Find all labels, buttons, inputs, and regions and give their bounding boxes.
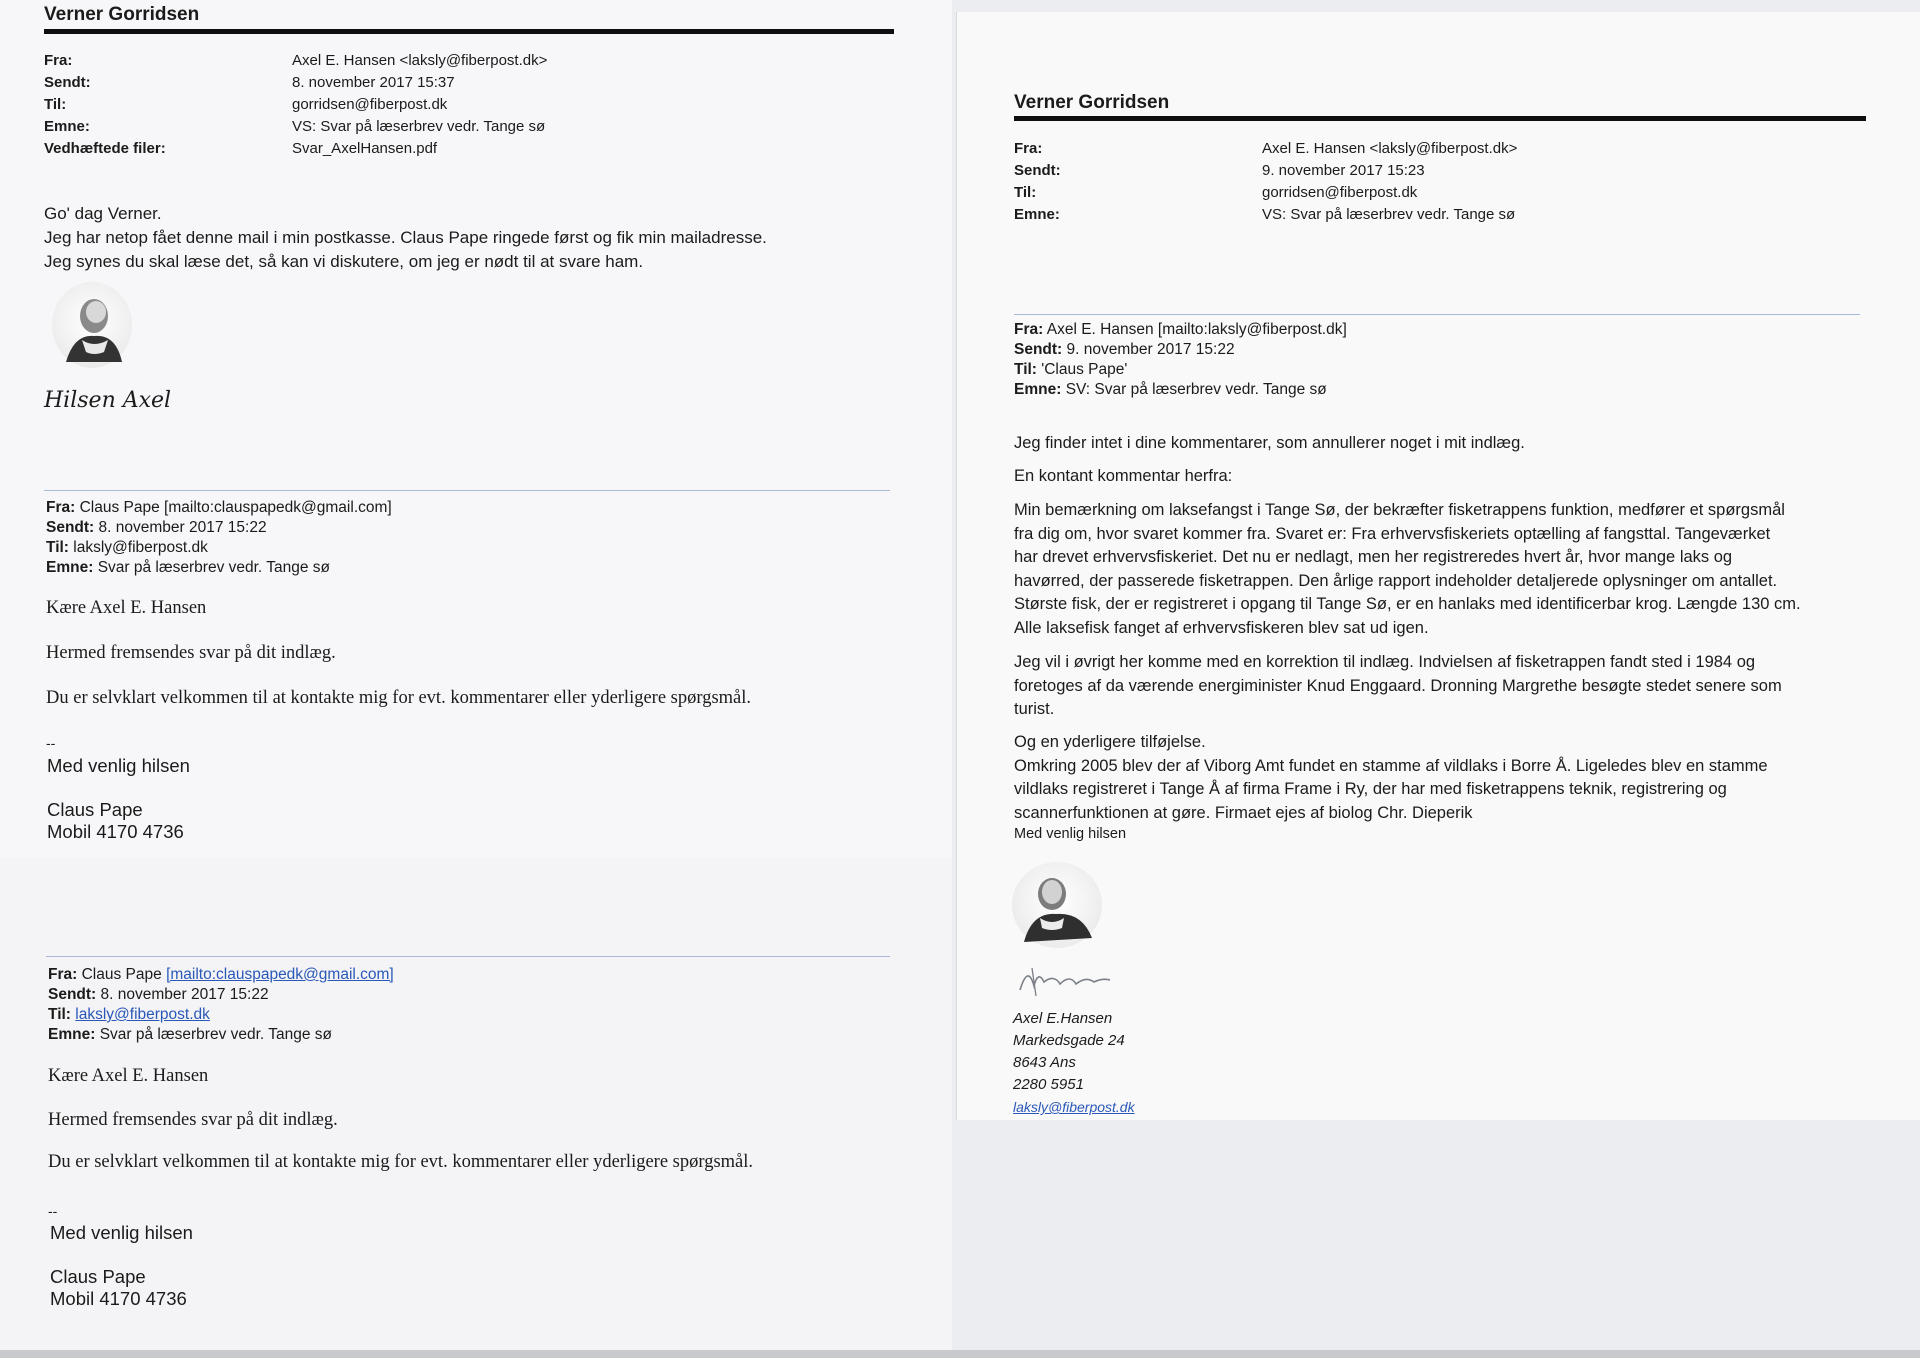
left-meta-labels [44,50,284,160]
paragraph-line: Omkring 2005 blev der af Viborg Amt fundet en stamme af vildlaks i Borre Å. Ligeledes blev en stamme [1014,756,1768,775]
paragraph-line: scannerfunktionen at gøre. Firmaet ejes af biolog Chr. Dieperik [1014,803,1473,822]
fwd-emne-label: Emne: [48,1026,96,1043]
reply-korrektion-paragraph [1014,651,1894,722]
email-link[interactable]: laksly@fiberpost.dk [75,1006,210,1023]
meta-value-til: gorridsen@fiberpost.dk [292,96,448,113]
reply-closing: Med venlig hilsen [1014,826,1127,842]
letter-salutation: Kære Axel E. Hansen [46,598,207,618]
meta-value-fra: Axel E. Hansen <laksly@fiberpost.dk> [1262,140,1518,157]
left-header-rule [44,29,894,34]
reply-tilfoejelse-paragraph [1014,731,1894,825]
handwritten-signature: Hilsen Axel [44,388,172,413]
fwd-separator [46,956,890,957]
fwd-sendt-value: 8. november 2017 15:22 [98,519,267,536]
paragraph-line: har drevet erhvervsfiskeriet. Det nu er nedlagt, men her registreredes hvert år, hvor mange laks og [1014,548,1733,566]
meta-label-sendt: Sendt: [1014,162,1061,179]
reply-main-paragraph [1014,499,1894,640]
left-meta-values [292,50,892,160]
meta-label-til: Til: [1014,184,1037,201]
paragraph-line: turist. [1014,700,1055,718]
person-icon [52,282,132,368]
fwd-til-label: Til: [46,539,69,556]
paragraph-line: havørred, der passerede fisketrappen. Den årlige rapport indeholder detaljerede oplysninger om antallet. [1014,571,1778,590]
portrait-photo [52,282,132,368]
fwd-separator [44,490,890,491]
meta-value-sendt: 8. november 2017 15:37 [292,74,455,91]
right-fwd-header [1014,320,1874,400]
sig-phone: Mobil 4170 4736 [50,1288,187,1309]
paragraph-line: foretoges af da værende energiminister Knud Enggaard. Dronning Margrethe besøgte stedet senere som [1014,676,1782,695]
paragraph-line: Største fisk, der er registreret i opgang til Tange Sø, er en hanlaks med identificerbar krog. Længde 130 cm. [1014,595,1801,613]
fwd-header-1 [46,498,906,578]
fwd-separator [1014,314,1860,315]
paragraph-line: Alle laksefisk fanget af erhvervsfiskeren blev sat ud igen. [1014,618,1429,637]
body-line: Jeg har netop fået denne mail i min postkasse. Claus Pape ringede først og fik min mailadresse. [44,228,767,247]
paragraph-line: Og en yderligere tilføjelse. [1014,733,1206,751]
letter-paragraph: Hermed fremsendes svar på dit indlæg. [48,1110,338,1130]
sig-street: Markedsgade 24 [1013,1032,1125,1049]
right-header-name: Verner Gorridsen [1014,92,1170,113]
meta-label-emne: Emne: [1014,206,1060,223]
email-link[interactable]: laksly@fiberpost.dk [1013,1099,1135,1115]
paragraph-line: Min bemærkning om laksefangst i Tange Sø, der bekræfter fisketrappens funktion, medfører et spørgsmål [1014,501,1785,519]
reply-intro: Jeg finder intet i dine kommentarer, som annullerer noget i mit indlæg. [1014,434,1525,452]
fwd-til-value: 'Claus Pape' [1041,361,1128,378]
fwd-fra-value: Claus Pape [mailto:clauspapedk@gmail.com] [79,499,392,516]
meta-value-fra: Axel E. Hansen <laksly@fiberpost.dk> [292,52,548,69]
letter-paragraph: Du er selvklart velkommen til at kontakte mig for evt. kommentarer eller yderligere spørgsmål. [46,688,752,708]
reply-kontant: En kontant kommentar herfra: [1014,467,1233,485]
fwd-fra-label: Fra: [1014,321,1044,338]
sig-name: Axel E.Hansen [1013,1010,1113,1027]
letter-salutation: Kære Axel E. Hansen [48,1066,209,1086]
meta-value-sendt: 9. november 2017 15:23 [1262,162,1425,179]
portrait-photo [1012,862,1102,948]
sig-phone: 2280 5951 [1013,1076,1084,1093]
fwd-sendt-label: Sendt: [1014,341,1063,358]
meta-value-til: gorridsen@fiberpost.dk [1262,184,1418,201]
letter-paragraph: Hermed fremsendes svar på dit indlæg. [46,643,336,663]
sig-dashes: -- [46,735,56,751]
meta-label-emne: Emne: [44,118,90,135]
fwd-header-2 [48,965,908,1045]
letter-paragraph: Du er selvklart velkommen til at kontakte mig for evt. kommentarer eller yderligere spørgsmål. [48,1152,754,1172]
greeting: Go' dag Verner. [44,204,162,223]
fwd-fra-label: Fra: [46,499,76,516]
fwd-fra-value: Axel E. Hansen [mailto:laksly@fiberpost.dk] [1046,321,1347,338]
sig-name: Claus Pape [50,1266,146,1287]
left-message-body [44,202,924,274]
fwd-til-value: laksly@fiberpost.dk [73,539,208,556]
right-meta-labels [1014,138,1234,226]
fwd-sendt-value: 8. november 2017 15:22 [100,986,269,1003]
meta-value-attachment: Svar_AxelHansen.pdf [292,140,438,157]
fwd-til-label: Til: [48,1006,71,1023]
meta-label-fra: Fra: [1014,140,1043,157]
fwd-fra-name: Claus Pape [81,966,167,983]
left-header-name: Verner Gorridsen [44,4,200,25]
fwd-emne-label: Emne: [46,559,94,576]
sig-city: 8643 Ans [1013,1054,1076,1071]
fwd-til-label: Til: [1014,361,1037,378]
sender-address [1013,1008,1135,1118]
paragraph-line: fra dig om, hvor svaret kommer fra. Svaret er: Fra erhvervsfiskeriets optælling af fangsttal. Tangeværket [1014,524,1771,543]
sig-closing: Med venlig hilsen [47,755,190,776]
meta-value-emne: VS: Svar på læserbrev vedr. Tange sø [1262,206,1516,223]
sig-phone: Mobil 4170 4736 [47,821,184,842]
fwd-fra-label: Fra: [48,966,78,983]
right-meta-values [1262,138,1862,226]
meta-label-vedhaeftede: Vedhæftede filer: [44,140,166,157]
meta-label-sendt: Sendt: [44,74,91,91]
right-header-rule [1014,116,1866,121]
fwd-sendt-label: Sendt: [48,986,97,1003]
sig-dashes: -- [48,1203,58,1219]
paragraph-line: Jeg vil i øvrigt her komme med en korrektion til indlæg. Indvielsen af fisketrappen fandt sted i 1984 og [1014,653,1756,671]
fwd-emne-value: SV: Svar på læserbrev vedr. Tange sø [1065,381,1327,398]
fwd-emne-value: Svar på læserbrev vedr. Tange sø [99,1026,333,1043]
fwd-sendt-value: 9. november 2017 15:22 [1066,341,1235,358]
sig-name: Claus Pape [47,799,143,820]
meta-label-fra: Fra: [44,52,73,69]
meta-label-til: Til: [44,96,67,113]
fwd-sendt-label: Sendt: [46,519,95,536]
fwd-emne-label: Emne: [1014,381,1062,398]
person-icon [1012,862,1102,948]
sig-closing: Med venlig hilsen [50,1222,193,1243]
meta-value-emne: VS: Svar på læserbrev vedr. Tange sø [292,118,546,135]
handwritten-signature [1014,960,1114,1000]
fwd-emne-value: Svar på læserbrev vedr. Tange sø [97,559,331,576]
paragraph-line: vildlaks registreret i Tange Å af firma Frame i Ry, der har med fisketrappens teknik, registrering og [1014,780,1727,798]
body-line: Jeg synes du skal læse det, så kan vi diskutere, om jeg er nødt til at svare ham. [44,252,644,271]
scan-edge [0,1350,1920,1358]
mailto-link[interactable]: [mailto:clauspapedk@gmail.com] [166,966,394,983]
